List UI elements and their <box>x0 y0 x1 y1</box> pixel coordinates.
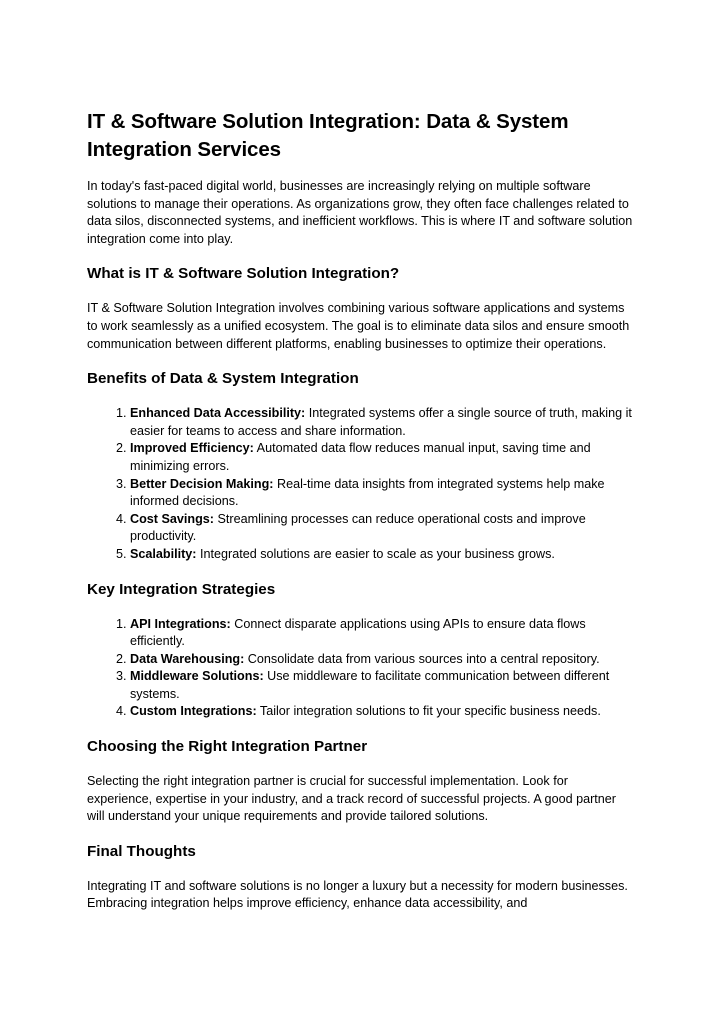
list-item <box>130 651 635 669</box>
list-item <box>130 440 635 475</box>
section-heading-what: What is IT & Software Solution Integration? <box>87 265 400 283</box>
section-body-what: IT & Software Solution Integration involves combining various software applications and systems to work seamlessly as a unified ecosystem. The goal is to eliminate data silos and ensure smooth communication between different platforms, enabling businesses to optimize their operations. <box>87 301 630 351</box>
list-item-term: API Integrations: <box>130 616 231 631</box>
list-item <box>130 476 635 511</box>
section-heading-benefits: Benefits of Data & System Integration <box>87 370 359 388</box>
list-item-term: Better Decision Making: <box>130 476 274 491</box>
list-item-text: Integrated solutions are easier to scale as your business grows. <box>196 546 555 561</box>
intro-paragraph: In today's fast-paced digital world, businesses are increasingly relying on multiple software solutions to manage their operations. As organizations grow, they often face challenges related to data silos, disconnected systems, and inefficient workflows. This is where IT and software solution integration come into play. <box>87 179 633 246</box>
list-item-term: Middleware Solutions: <box>130 669 264 684</box>
list-item-text: Automated data flow reduces manual input, saving time and minimizing errors. <box>130 441 591 473</box>
list-item <box>130 405 635 440</box>
list-item-term: Custom Integrations: <box>130 704 257 719</box>
list-item-term: Improved Efficiency: <box>130 441 254 456</box>
benefits-list <box>87 405 635 563</box>
section-heading-partner: Choosing the Right Integration Partner <box>87 738 368 756</box>
document-title: IT & Software Solution Integration: Data & System Integration Services <box>87 110 569 161</box>
list-item <box>130 546 635 564</box>
document-page <box>87 108 635 929</box>
strategies-list <box>87 616 635 722</box>
list-item-term: Scalability: <box>130 546 197 561</box>
list-item <box>130 616 635 651</box>
list-item-term: Enhanced Data Accessibility: <box>130 406 306 421</box>
list-item <box>130 703 635 721</box>
list-item <box>130 668 635 703</box>
list-item-text: Connect disparate applications using APIs to ensure data flows efficiently. <box>130 616 586 649</box>
section-body-final: Integrating IT and software solutions is no longer a luxury but a necessity for modern businesses. Embracing integration helps improve efficiency, enhance data accessibility, and <box>87 878 628 911</box>
list-item-text: Integrated systems offer a single source of truth, making it easier for teams to access and share information. <box>130 406 632 438</box>
section-heading-strategies: Key Integration Strategies <box>87 580 276 598</box>
list-item-term: Data Warehousing: <box>130 651 245 666</box>
list-item-text: Tailor integration solutions to fit your specific business needs. <box>256 704 601 719</box>
list-item-text: Use middleware to facilitate communication between different systems. <box>130 669 610 701</box>
section-heading-final: Final Thoughts <box>87 842 196 860</box>
list-item <box>130 511 635 546</box>
list-item-text: Real-time data insights from integrated systems help make informed decisions. <box>130 476 605 509</box>
section-body-partner: Selecting the right integration partner is crucial for successful implementation. Look for experience, expertise in your industry, and a track record of successful projects. A good partner will understand your unique requirements and provide tailored solutions. <box>87 774 616 824</box>
list-item-term: Cost Savings: <box>130 511 214 526</box>
list-item-text: Streamlining processes can reduce operational costs and improve productivity. <box>130 511 586 544</box>
list-item-text: Consolidate data from various sources into a central repository. <box>244 651 600 666</box>
